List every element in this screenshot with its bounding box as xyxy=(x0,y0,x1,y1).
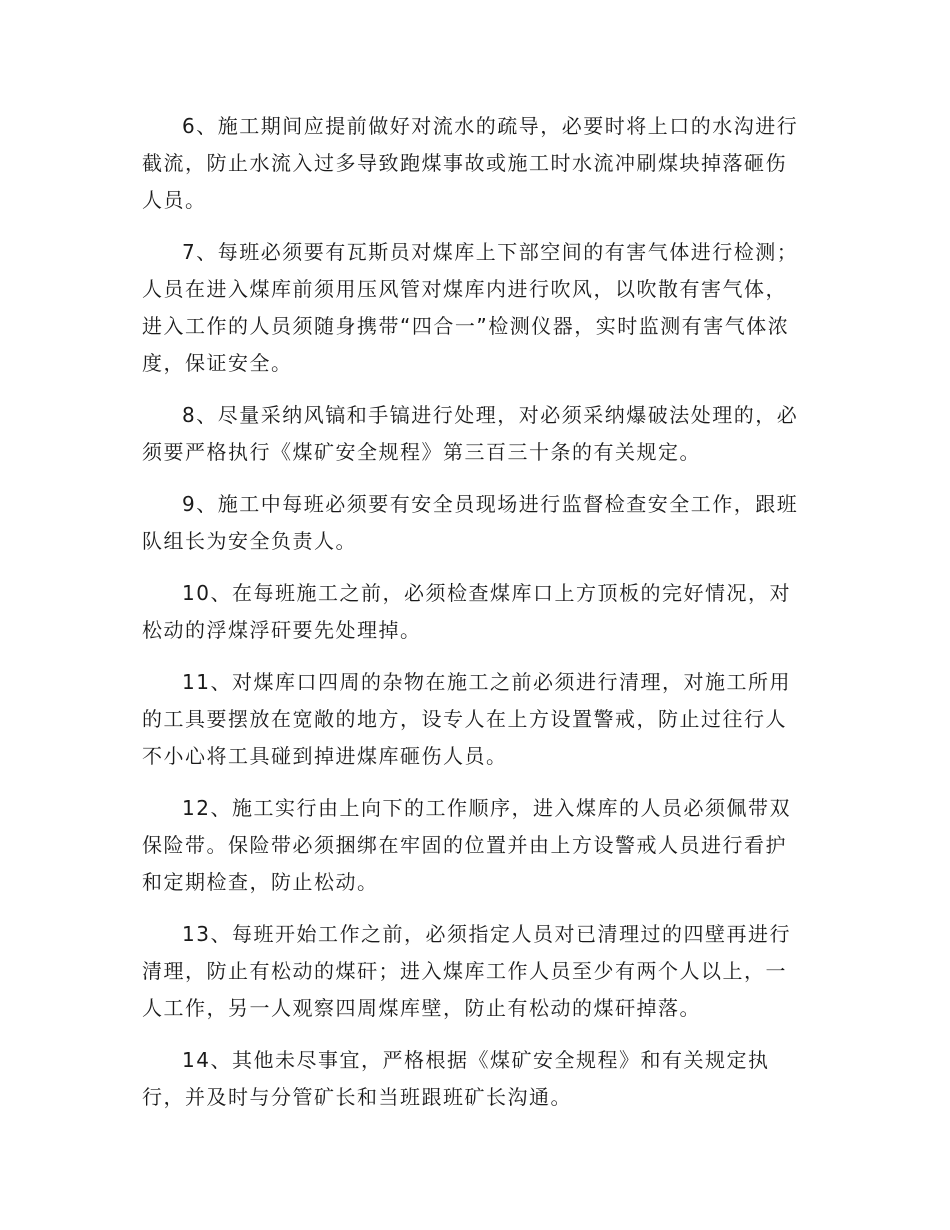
paragraph-item-8: 8、尽量采纳风镐和手镐进行处理，对必须采纳爆破法处理的，必须要严格执行《煤矿安全规程》第三百三十条的有关规定。 xyxy=(142,403,799,464)
document-body xyxy=(142,108,808,1131)
paragraph-item-11: 11、对煤库口四周的杂物在施工之前必须进行清理，对施工所用的工具要摆放在宽敞的地方，设专人在上方设置警戒，防止过往行人不小心将工具碰到掉进煤库砸伤人员。 xyxy=(142,670,791,768)
paragraph-item-10: 10、在每班施工之前，必须检查煤库口上方顶板的完好情况，对松动的浮煤浮矸要先处理掉。 xyxy=(142,581,791,642)
paragraph-item-14: 14、其他未尽事宜，严格根据《煤矿安全规程》和有关规定执行，并及时与分管矿长和当班跟班矿长沟通。 xyxy=(142,1048,770,1109)
paragraph-item-6: 6、施工期间应提前做好对流水的疏导，必要时将上口的水沟进行截流，防止水流入过多导致跑煤事故或施工时水流冲刷煤块掉落砸伤人员。 xyxy=(142,114,799,212)
paragraph-item-13: 13、每班开始工作之前，必须指定人员对已清理过的四壁再进行清理，防止有松动的煤矸；进入煤库工作人员至少有两个人以上，一人工作，另一人观察四周煤库壁，防止有松动的煤矸掉落。 xyxy=(142,922,791,1020)
paragraph-item-9: 9、施工中每班必须要有安全员现场进行监督检查安全工作，跟班队组长为安全负责人。 xyxy=(142,492,799,553)
paragraph-item-7: 7、每班必须要有瓦斯员对煤库上下部空间的有害气体进行检测；人员在进入煤库前须用压风管对煤库内进行吹风，以吹散有害气体，进入工作的人员须随身携带“四合一”检测仪器，实时监测有害气体浓度，保证安全。 xyxy=(142,240,799,375)
paragraph-item-12: 12、施工实行由上向下的工作顺序，进入煤库的人员必须佩带双保险带。保险带必须捆绑在牢固的位置并由上方设警戒人员进行看护和定期检查，防止松动。 xyxy=(142,796,791,894)
